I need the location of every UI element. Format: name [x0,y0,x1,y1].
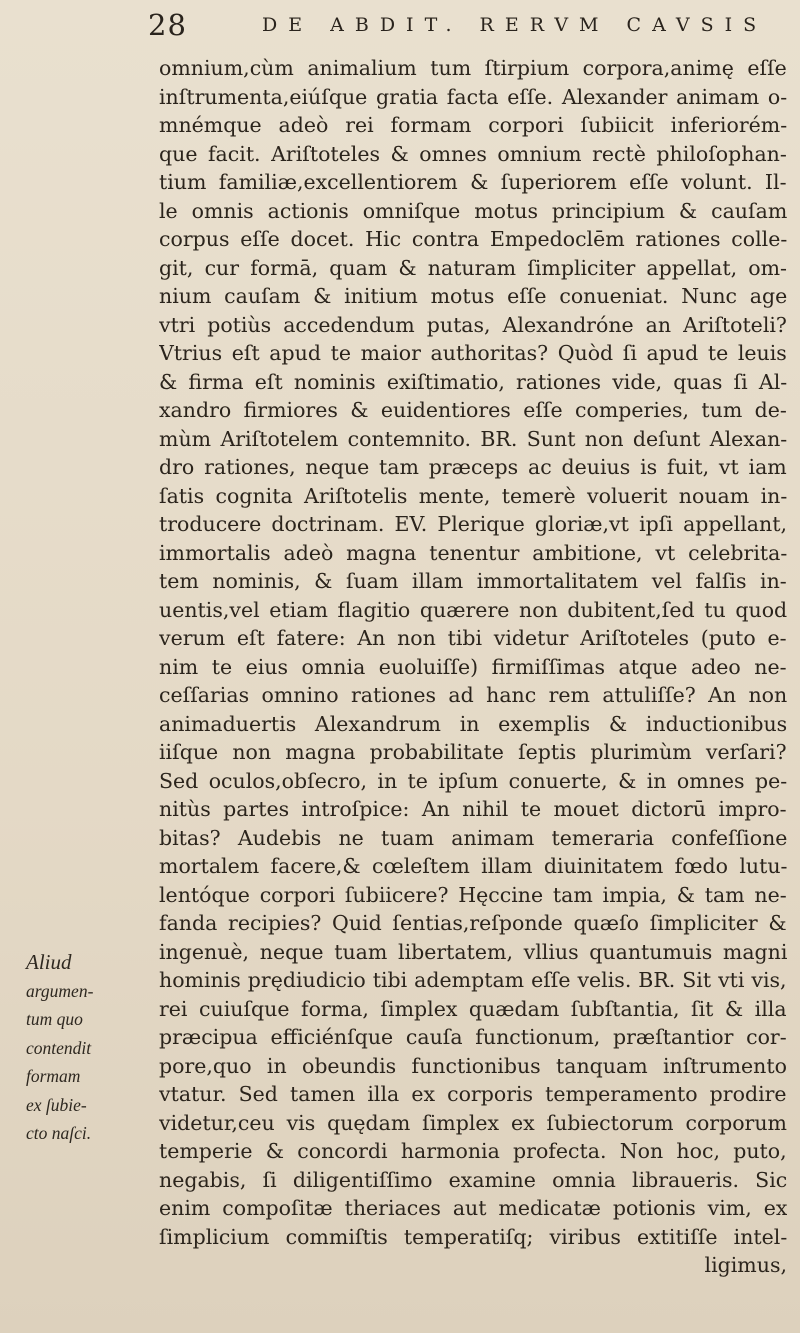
text-line: præcipua efficiénſque cauſa functionum, præſtantior cor- [159,1025,787,1049]
text-line: xandro firmiores & euidentiores eſſe comperies, tum de- [159,398,787,422]
margin-note [26,948,162,1148]
page-number: 28 [148,8,187,42]
text-line: troducere doctrinam. EV. Plerique gloriæ,vt ipſi appellant, [159,512,787,536]
text-line: omnium,cùm animalium tum ſtirpium corpora,animę eſſe [159,56,787,80]
page-header [0,8,800,52]
text-line: tium familiæ,excellentiorem & ſuperiorem eſſe volunt. Il- [159,170,787,194]
text-line: vtatur. Sed tamen illa ex corporis temperamento prodire [159,1082,787,1106]
text-line: rei cuiuſque forma, ſimplex quædam ſubſtantia, ſit & illa [159,996,787,1021]
text-line: nim te eius omnia euoluiſſe) firmiſſimas atque adeo ne- [159,654,787,679]
text-line: temperie & concordi harmonia profecta. Non hoc, puto, [159,1139,787,1163]
text-line: uentis,vel etiam flagitio quærere non dubitent,ſed tu quod [159,597,787,622]
text-line: inſtrumenta,eiúſque gratia facta eſſe. Alexander animam o- [159,84,787,109]
text-line: mùm Ariſtotelem contemnito. BR. Sunt non deſunt Alexan- [159,426,787,451]
text-line: videtur,ceu vis quędam ſimplex ex ſubiectorum corporum [159,1110,787,1135]
text-line: nium cauſam & initium motus eſſe conueniat. Nunc age [159,284,787,308]
text-line: immortalis adeò magna tenentur ambitione, vt celebrita- [159,540,787,565]
margin-note-line: ex ſubie- [26,1094,87,1115]
text-line: hominis prędiudicio tibi ademptam eſſe velis. BR. Sit vti vis, [159,968,787,992]
margin-note-line: argumen- [26,980,94,1001]
text-line: corpus eſſe docet. Hic contra Empedoclēm rationes colle- [159,227,787,251]
text-line: ceſſarias omnino rationes ad hanc rem attuliſſe? An non [159,683,787,707]
text-line: ligimus, [704,1253,787,1277]
text-line: fanda recipies? Quid ſentias,reſponde quæſo ſimpliciter & [159,911,787,935]
text-line: pore,quo in obeundis functionibus tanquam inſtrumento [159,1053,787,1078]
margin-note-line: contendit [26,1037,92,1058]
text-line: dro rationes, neque tam præceps ac deuius is fuit, vt iam [159,455,787,479]
margin-note-line: Aliud [26,950,72,974]
running-title: DE ABDIT. RERVM CAVSIS [262,14,768,36]
text-line: iiſque non magna probabilitate ſeptis plurimùm verſari? [159,740,787,764]
text-line: Vtrius eſt apud te maior authoritas? Quòd ſi apud te leuis [159,341,787,365]
margin-note-line: tum quo [26,1009,83,1029]
text-line: enim compoſitæ theriaces aut medicatæ potionis vim, ex [159,1196,787,1220]
margin-note-line: cto naſci. [26,1123,92,1143]
text-line: le omnis actionis omniſque motus principium & cauſam [159,198,787,223]
text-line: tem nominis, & ſuam illam immortalitatem vel falſis in- [159,569,787,593]
text-line: mortalem facere,& cœleſtem illam diuinitatem fœdo lutu- [159,854,787,878]
text-line: bitas? Audebis ne tuam animam temeraria confeſſione [159,825,787,850]
text-line: verum eſt fatere: An non tibi videtur Ariſtoteles (puto e- [159,626,787,650]
text-line: ingenuè, neque tuam libertatem, vllius quantumuis magni [159,939,787,964]
text-line: mnémque adeò rei formam corpori ſubiicit inferiorém- [159,113,787,137]
text-line: Sed oculos,obſecro, in te ipſum conuerte, & in omnes pe- [159,768,787,793]
text-line: nitùs partes introſpice: An nihil te mouet dictorū impro- [159,797,787,821]
text-line: ſimplicium commiſtis temperatiſq; viribus extitiſſe intel- [159,1224,787,1249]
text-line: lentóque corpori ſubiicere? Hęccine tam impia, & tam ne- [159,882,787,907]
text-line: negabis, ſi diligentiſſimo examine omnia libraueris. Sic [159,1167,787,1192]
margin-note-line: formam [26,1066,81,1086]
text-line: ſatis cognita Ariſtotelis mente, temerè voluerit nouam in- [159,483,787,508]
text-line: vtri potiùs accedendum putas, Alexandróne an Ariſtoteli? [159,312,787,337]
text-line: git, cur formā, quam & naturam ſimpliciter appellat, om- [159,255,787,280]
text-line: que facit. Ariſtoteles & omnes omnium rectè philoſophan- [159,141,787,166]
text-line: & firma eſt nominis exiſtimatio, rationes vide, quas ſi Al- [159,369,787,394]
text-line: animaduertis Alexandrum in exemplis & inductionibus [159,711,787,736]
main-text-block [159,54,787,1280]
